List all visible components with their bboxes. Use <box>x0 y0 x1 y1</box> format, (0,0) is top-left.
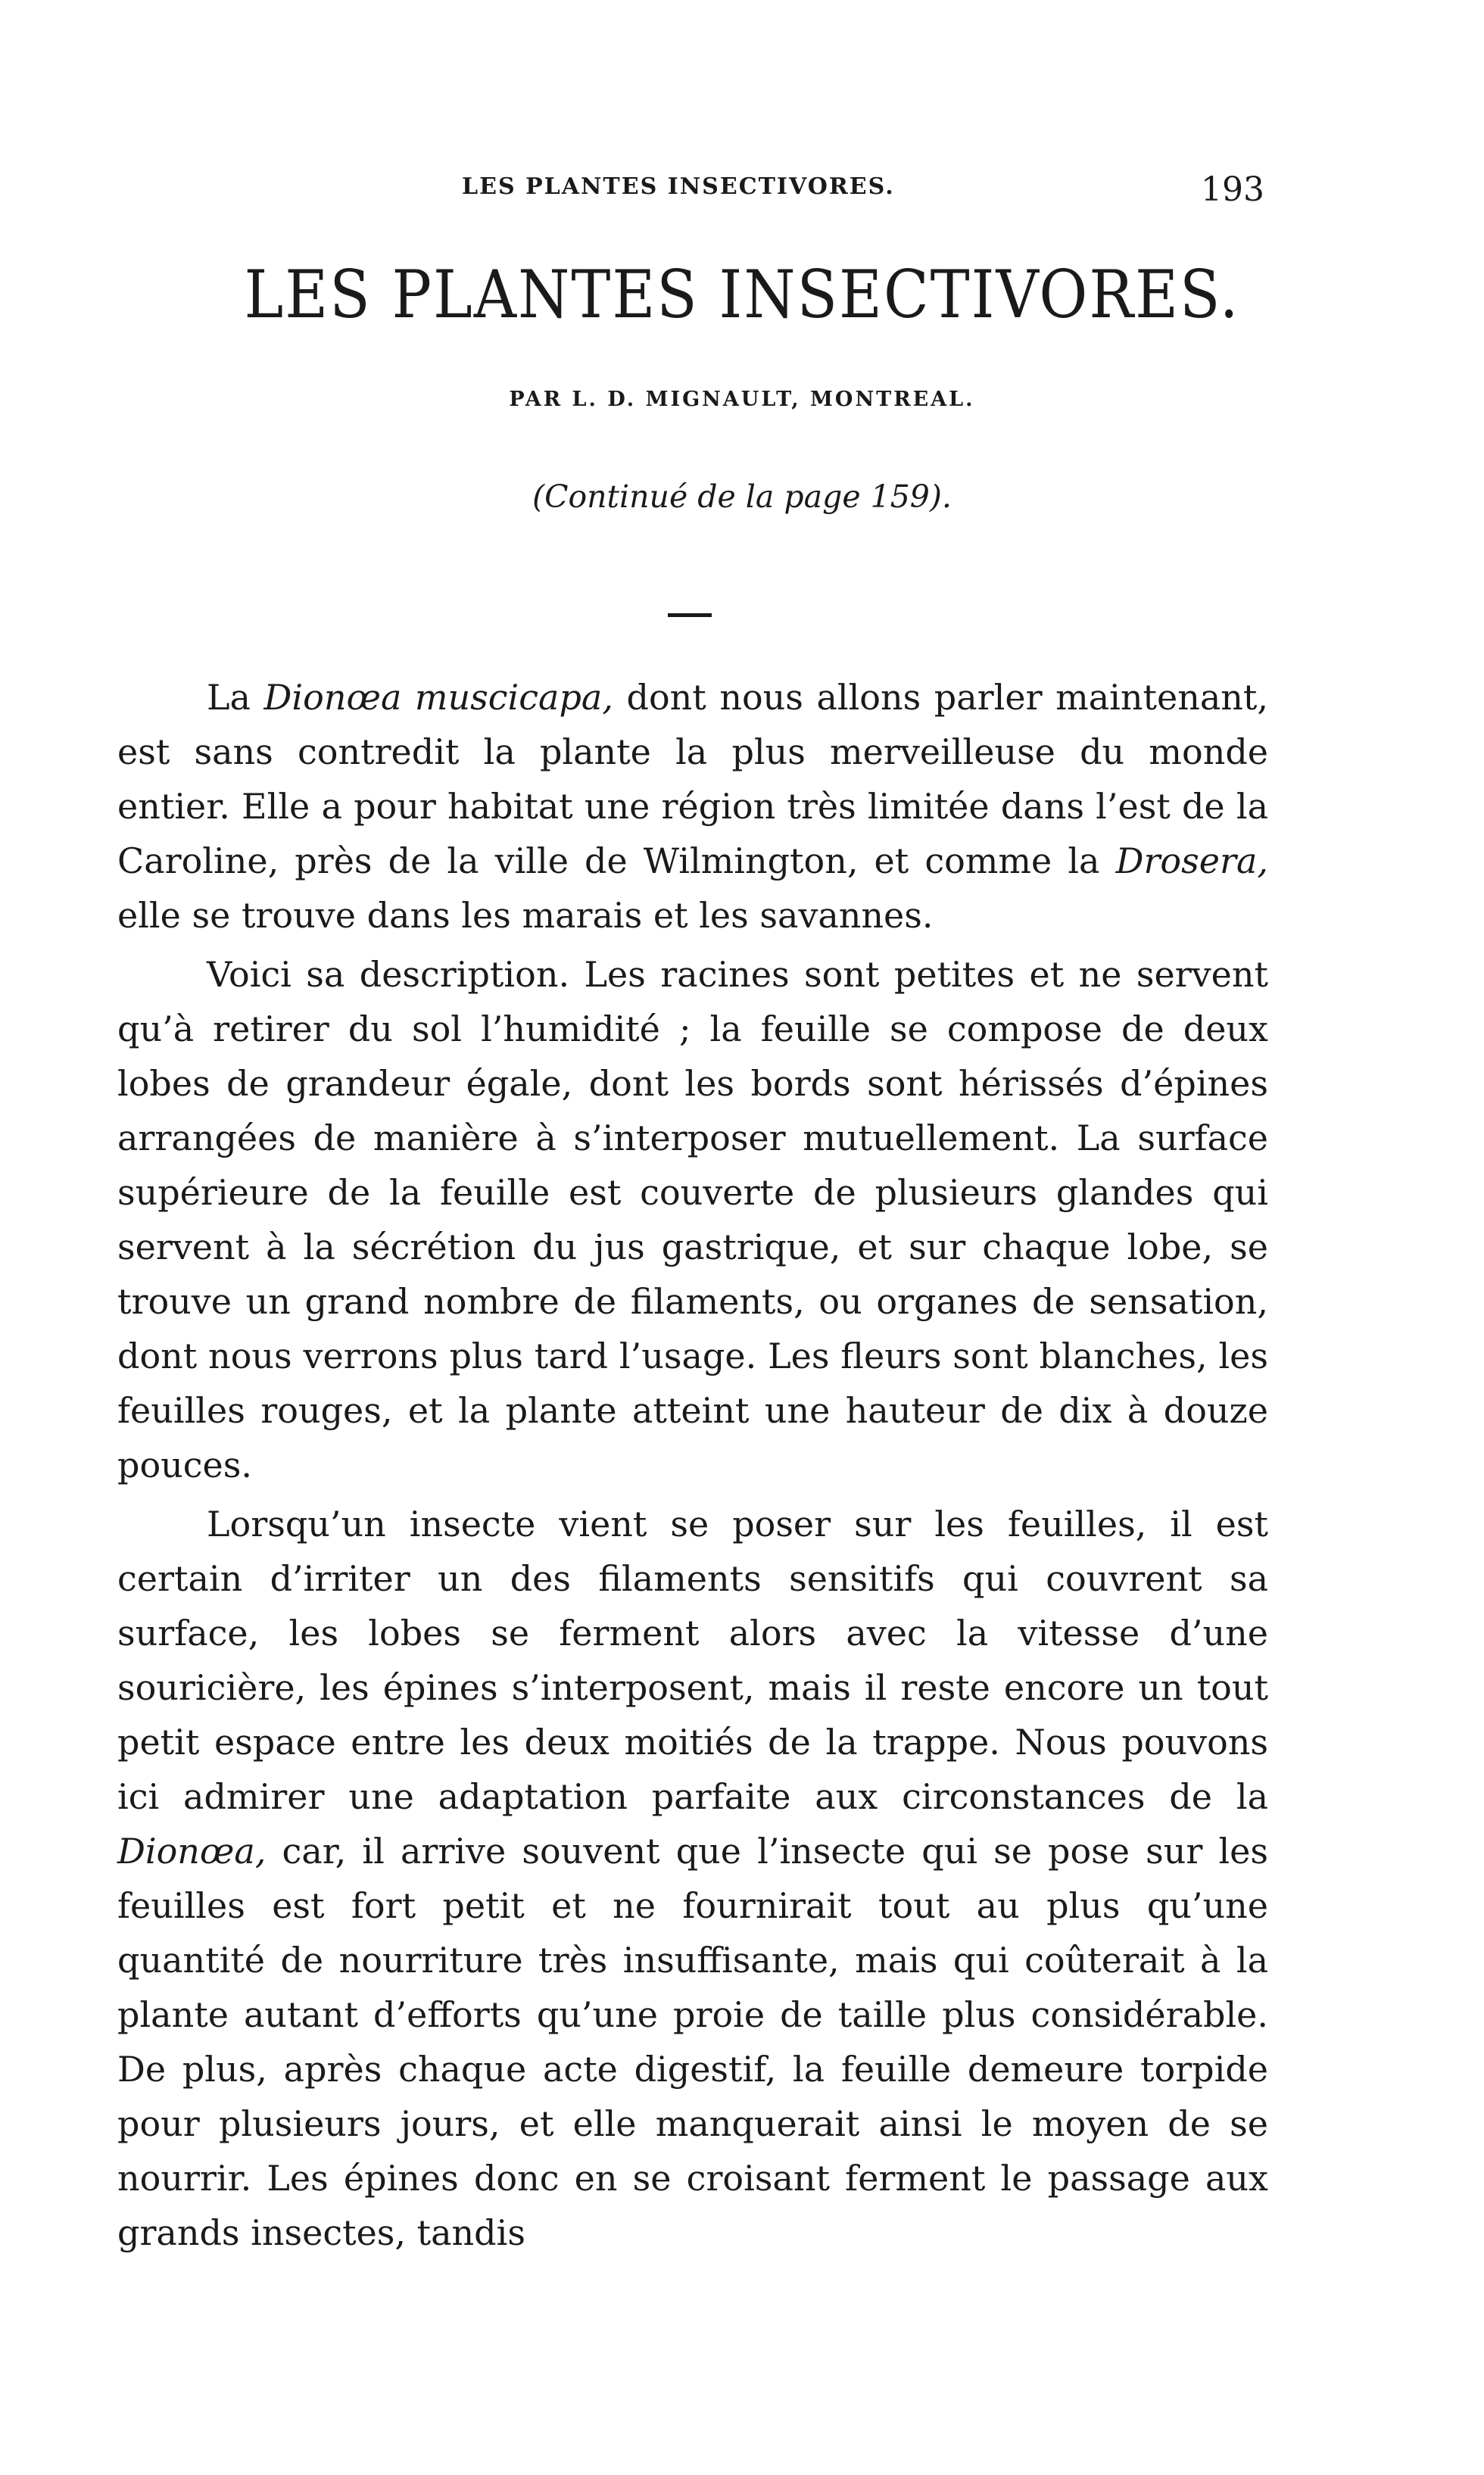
paragraph-3-text-a: Lorsqu’un insecte vient se poser sur les feuilles, il est certain d’irriter un des filaments sensitifs qui couvrent sa surface, les lobes se ferment alors avec la vitesse d’une souricière, les épines s’interposent, mais il reste encore un tout petit espace entre les deux moitiés de la trappe. Nous pouvons ici admirer une adaptation parfaite aux circonstances de la <box>117 1504 1268 1817</box>
page-number: 193 <box>1201 170 1264 209</box>
paragraph-3-text-b: car, il arrive souvent que l’insecte qui se pose sur les feuilles est fort petit et ne fournirait tout au plus qu’une quantité de nourriture très insuffisante, mais qui coûterait à la plante autant d’efforts qu’une proie de taille plus considérable. De plus, après chaque acte digestif, la feuille demeure torpide pour plusieurs jours, et elle manquerait ainsi le moyen de se nourrir. Les épines donc en se croisant ferment le passage aux grands insectes, tandis <box>117 1831 1268 2253</box>
paragraph-2: Voici sa description. Les racines sont petites et ne servent qu’à retirer du sol l’humidité ; la feuille se compose de deux lobes de grandeur égale, dont les bords sont hérissés d’épines arrangées de manière à s’interposer mutuellement. La surface supérieure de la feuille est couverte de plusieurs glandes qui servent à la sécrétion du jus gastrique, et sur chaque lobe, se trouve un grand nombre de filaments, ou organes de sensation, dont nous verrons plus tard l’usage. Les fleurs sont blanches, les feuilles rouges, et la plante atteint une hauteur de dix à douze pouces. <box>117 954 1268 1485</box>
species-name-dionaea-2: Dionœa, <box>117 1831 267 1872</box>
running-head-title: LES PLANTES INSECTIVORES. <box>462 173 895 200</box>
article-byline: PAR L. D. MIGNAULT, MONTREAL. <box>509 388 975 411</box>
paragraph-1-text-a: La <box>207 677 264 718</box>
species-name-drosera: Drosera, <box>1115 840 1268 881</box>
article-body <box>117 670 1268 2260</box>
species-name-dionaea: Dionœa muscicapa, <box>263 677 613 718</box>
article-title: LES PLANTES INSECTIVORES. <box>244 257 1240 334</box>
paragraph-1-text-c: elle se trouve dans les marais et les savannes. <box>117 895 934 936</box>
paragraph-1-text-b: dont nous allons parler maintenant, est sans contredit la plante la plus merveilleuse du monde entier. Elle a pour habitat une région très limitée dans l’est de la Caroline, près de la ville de Wilmington, et comme la <box>117 677 1269 881</box>
continuation-note: (Continué de la page 159). <box>532 478 952 515</box>
separator-rule <box>668 613 712 617</box>
paragraph-3 <box>117 1497 1268 2260</box>
paragraph-1 <box>117 670 1268 943</box>
running-head <box>462 170 1264 216</box>
